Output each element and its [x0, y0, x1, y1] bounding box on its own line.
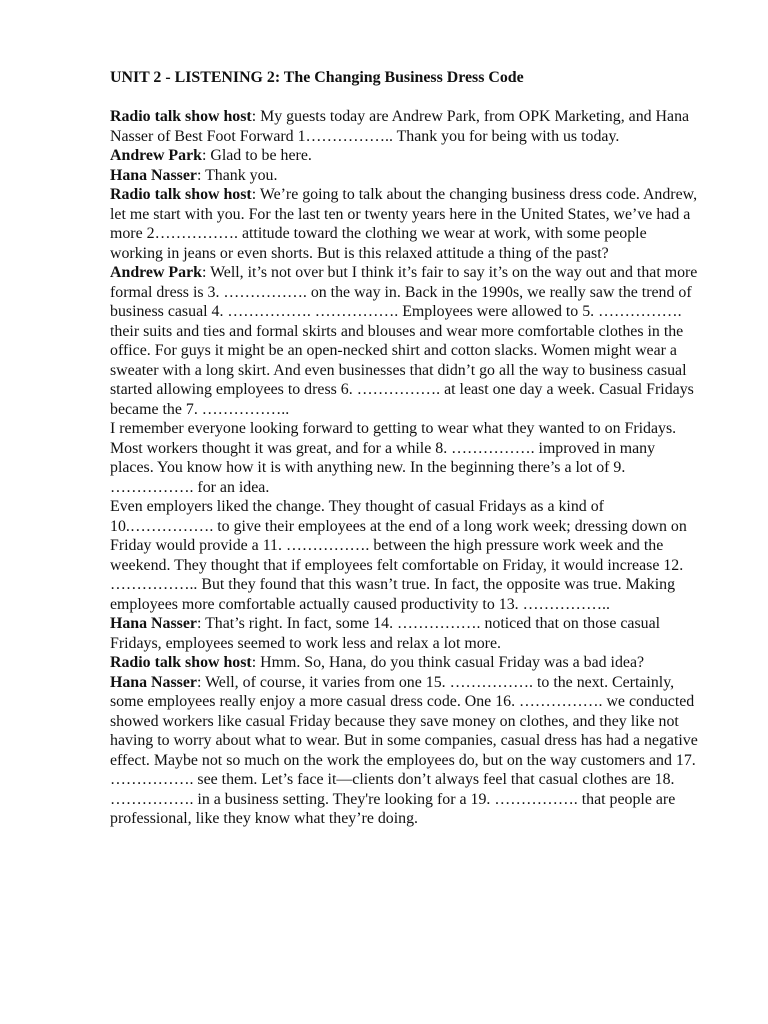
speaker-name: Hana Nasser [110, 615, 197, 632]
paragraph [110, 497, 700, 614]
paragraph-text: Well, of course, it varies from one 15. ……………. to the next. Certainly, some employees really enjoy a more casual dress code. One 16. ……………. we conducted showed workers like casual Friday because they save money on clothes, and they like not having to worry about what to wear. But in some companies, casual dress has had a negative effect. Maybe not so much on the work the employees do, but on the way customers and 17. ……………. see them. Let’s face it—clients don’t always feel that casual clothes are 18. ……………. in a business setting. They're looking for a 19. ……………. that people are professional, like they know what they’re doing. [110, 673, 698, 827]
speaker-name: Radio talk show host [110, 654, 252, 671]
speaker-name: Andrew Park [110, 147, 202, 164]
speaker-separator: : [201, 264, 211, 281]
speaker-separator: : [251, 186, 260, 203]
speaker-separator: : [251, 108, 261, 125]
paragraph-text: I remember everyone looking forward to getting to wear what they wanted to on Fridays. Most workers thought it was great, and for a while 8. ……………. improved in many places. You know how it is with anything new. In the beginning there’s a lot of 9. ……………. for an idea. [110, 420, 677, 496]
speaker-separator: : [196, 673, 206, 691]
paragraph [110, 263, 700, 419]
speaker-separator: : [196, 615, 206, 632]
paragraph [110, 146, 700, 166]
paragraph [110, 614, 700, 653]
paragraph [110, 653, 700, 673]
speaker-separator: : [251, 654, 261, 671]
speaker-separator: : [196, 166, 206, 184]
speaker-name: Radio talk show host [110, 186, 252, 203]
paragraph [110, 673, 700, 829]
paragraph [110, 166, 700, 186]
document-title: UNIT 2 - LISTENING 2: The Changing Business Dress Code [110, 69, 524, 86]
paragraph [110, 107, 700, 146]
speaker-name: Andrew Park [110, 264, 202, 281]
paragraph [110, 419, 700, 497]
speaker-name: Hana Nasser [110, 673, 197, 691]
paragraph-text: That’s right. In fact, some 14. ……………. noticed that on those casual Fridays, employees seemed to work less and relax a lot more. [110, 615, 661, 652]
paragraph-text: We’re going to talk about the changing business dress code. Andrew, let me start with you. For the last ten or twenty years here in the United States, we’ve had a more 2……………. attitude toward the clothing we wear at work, with some people working in jeans or even shorts. But is this relaxed attitude a thing of the past? [110, 186, 698, 262]
speaker-name: Hana Nasser [110, 166, 197, 184]
speaker-separator: : [201, 147, 211, 164]
speaker-name: Radio talk show host [110, 108, 252, 125]
document-page [110, 68, 700, 829]
paragraph-text: Well, it’s not over but I think it’s fair to say it’s on the way out and that more formal dress is 3. ……………. on the way in. Back in the 1990s, we really saw the trend of business casual 4. ……………. ……………. Employees were allowed to 5. ……………. their suits and ties and formal skirts and blouses and wear more comfortable clothes in the office. For guys it might be an open-necked shirt and cotton slacks. Women might wear a sweater with a long skirt. And even businesses that didn’t go all the way to business casual started allowing employees to dress 6. ……………. at least one day a week. Casual Fridays became the 7. …………….. [110, 264, 698, 418]
paragraph-text: Thank you. [205, 166, 278, 184]
paragraph-text: My guests today are Andrew Park, from OPK Marketing, and Hana Nasser of Best Foot Forward 1…………….. Thank you for being with us today. [110, 108, 690, 145]
paragraph [110, 185, 700, 263]
paragraph-text: Even employers liked the change. They thought of casual Fridays as a kind of 10.……………. to give their employees at the end of a long work week; dressing down on Friday would provide a 11. ……………. between the high pressure work week and the weekend. They thought that if employees felt comfortable on Friday, it would increase 12. …………….. But they found that this wasn’t true. In fact, the opposite was true. Making employees more comfortable actually caused productivity to 13. …………….. [110, 498, 687, 613]
paragraph-text: Glad to be here. [210, 147, 312, 164]
paragraph-text: Hmm. So, Hana, do you think casual Friday was a bad idea? [260, 654, 645, 671]
